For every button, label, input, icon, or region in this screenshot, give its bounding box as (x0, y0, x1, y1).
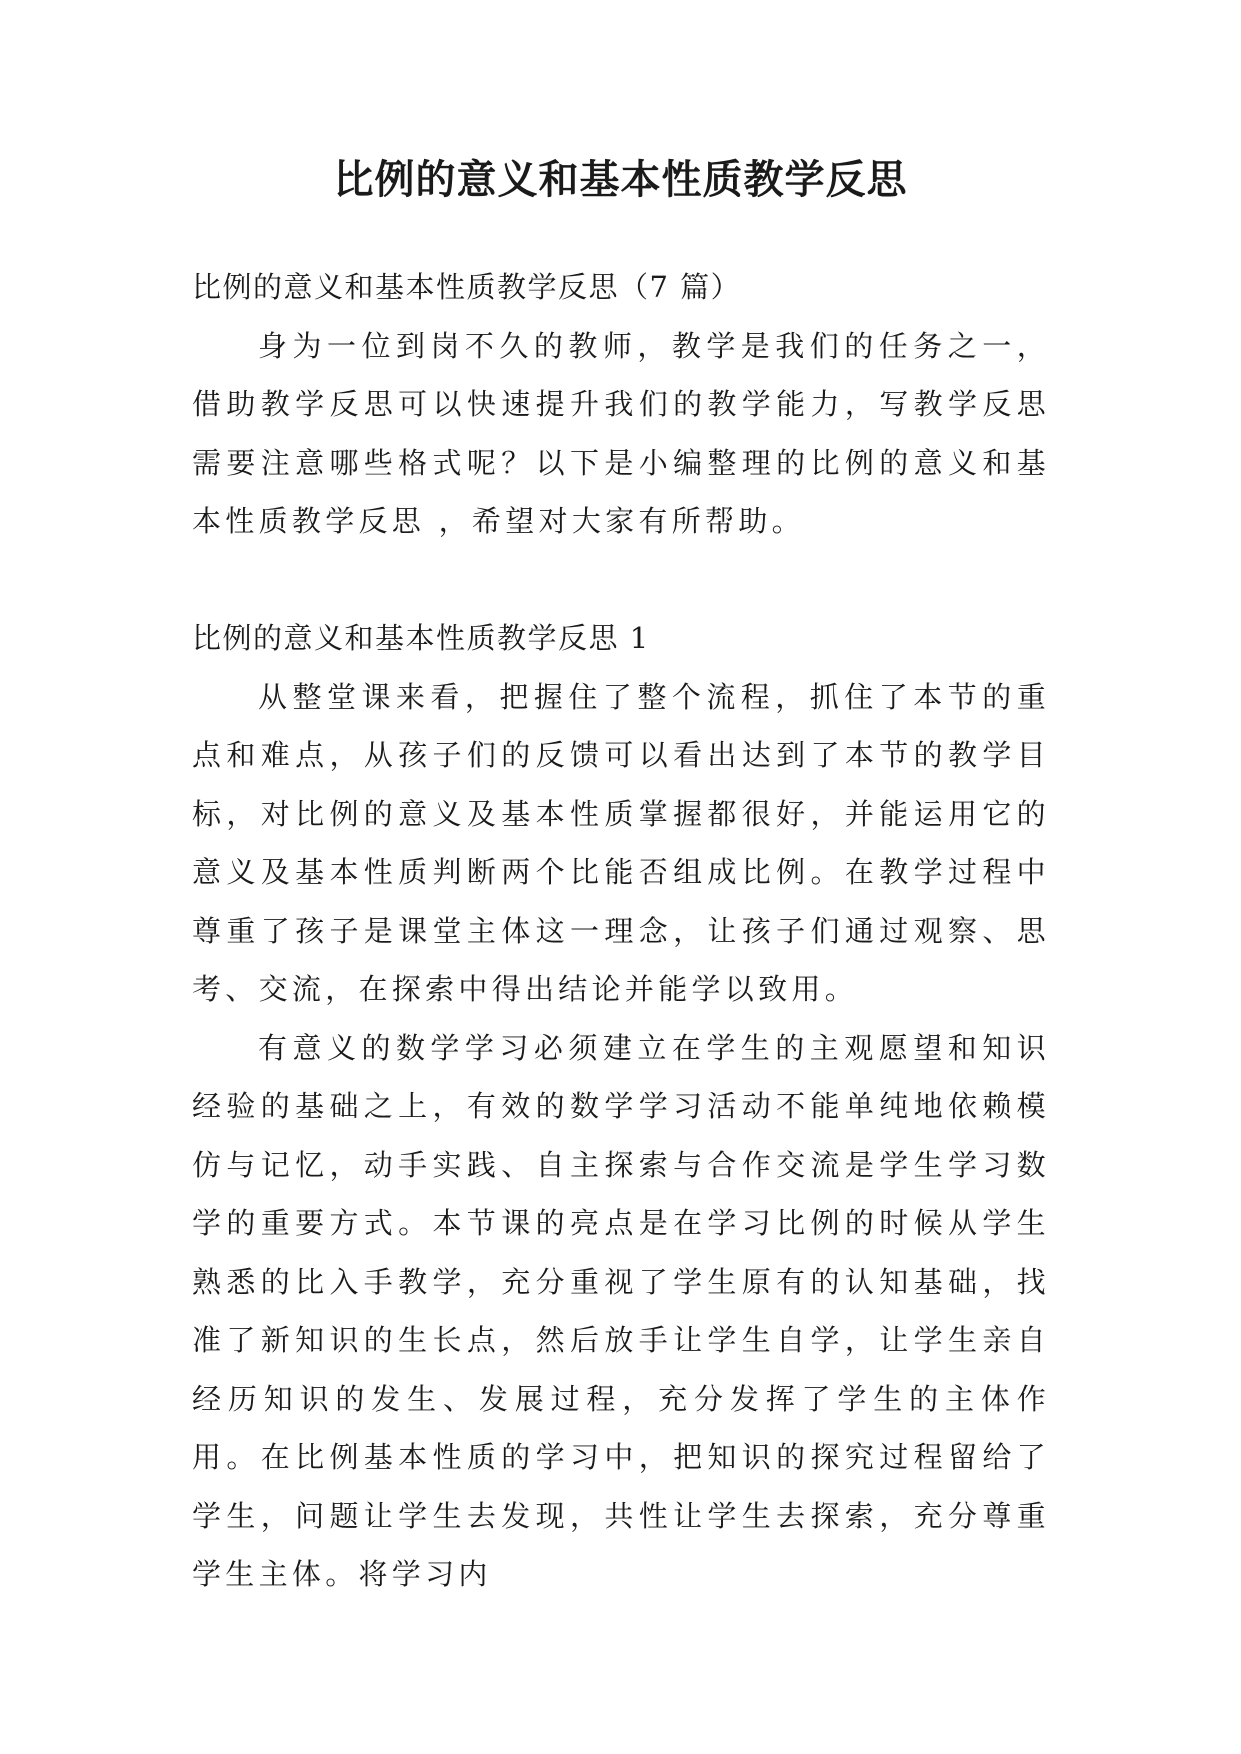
document-body (192, 258, 1050, 1604)
paragraph-spacer (192, 551, 1050, 610)
body-paragraph: 从整堂课来看，把握住了整个流程，抓住了本节的重点和难点，从孩子们的反馈可以看出达到了本节的教学目标，对比例的意义及基本性质掌握都很好，并能运用它的意义及基本性质判断两个比能否组成比例。在教学过程中尊重了孩子是课堂主体这一理念，让孩子们通过观察、思考、交流，在探索中得出结论并能学以致用。 (192, 679, 1050, 1006)
intro-paragraph: 身为一位到岗不久的教师，教学是我们的任务之一，借助教学反思可以快速提升我们的教学能力，写教学反思需要注意哪些格式呢？以下是小编整理的比例的意义和基本性质教学反思 ，希望对大家有所帮助。 (192, 328, 1050, 538)
section-heading: 比例的意义和基本性质教学反思 1 (192, 621, 650, 655)
body-paragraph: 有意义的数学学习必须建立在学生的主观愿望和知识经验的基础之上，有效的数学学习活动不能单纯地依赖模仿与记忆，动手实践、自主探索与合作交流是学生学习数学的重要方式。本节课的亮点是在学习比例的时候从学生熟悉的比入手教学，充分重视了学生原有的认知基础，找准了新知识的生长点，然后放手让学生自学，让学生亲自经历知识的发生、发展过程，充分发挥了学生的主体作用。在比例基本性质的学习中，把知识的探究过程留给了学生，问题让学生去发现，共性让学生去探索，充分尊重学生主体。将学习内 (192, 1030, 1050, 1591)
document-title: 比例的意义和基本性质教学反思 (333, 157, 908, 203)
document-subtitle: 比例的意义和基本性质教学反思（7 篇） (192, 270, 742, 304)
